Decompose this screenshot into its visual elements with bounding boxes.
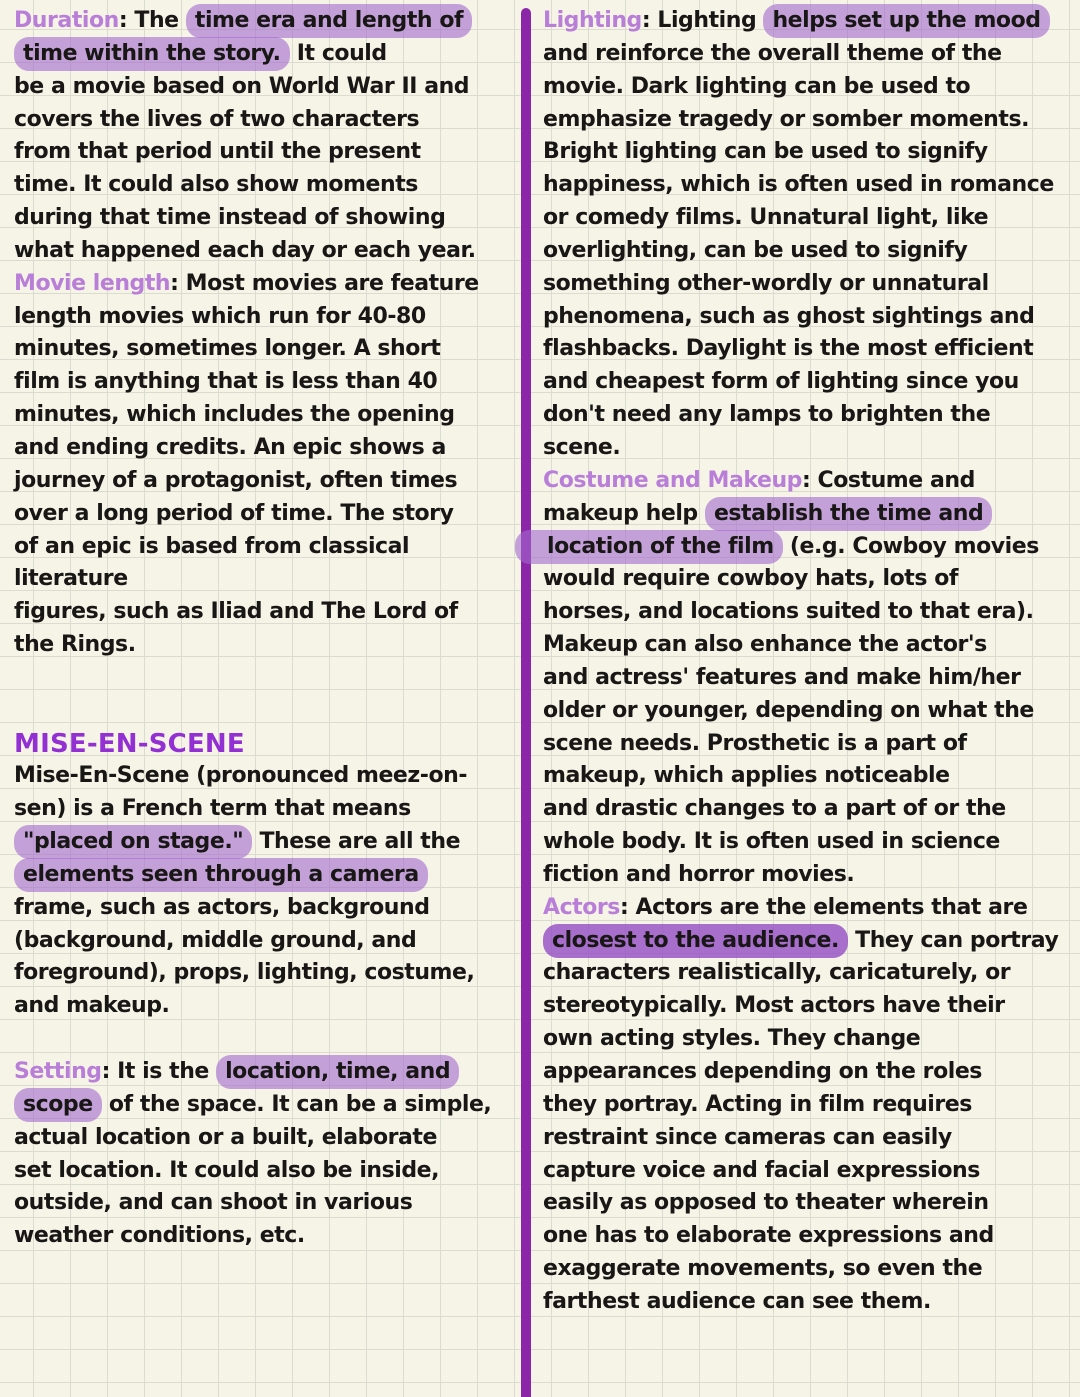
left-column: [14, 5, 519, 1253]
body-text: happiness, which is often used in romance: [543, 172, 1054, 198]
body-text: sen) is a French term that means: [14, 796, 411, 822]
text-line: [543, 1023, 1075, 1056]
body-text: don't need any lamps to brighten the: [543, 402, 991, 428]
body-text: flashbacks. Daylight is the most efficient: [543, 336, 1034, 362]
body-text: weather conditions, etc.: [14, 1223, 305, 1249]
text-line: [543, 662, 1075, 695]
body-text: one has to elaborate expressions and: [543, 1223, 994, 1249]
body-text: or comedy films. Unnatural light, like: [543, 205, 989, 231]
text-line: [543, 859, 1075, 892]
body-text: length movies which run for 40-80: [14, 303, 426, 329]
blank-line: [14, 1023, 519, 1056]
section-heading: Actors: [543, 894, 620, 920]
text-line: [14, 301, 519, 334]
body-text: exaggerate movements, so even the: [543, 1256, 983, 1282]
section-heading: Setting: [14, 1059, 102, 1084]
text-line: [543, 268, 1075, 301]
text-line: [14, 859, 519, 892]
body-text: : It is the: [101, 1059, 217, 1084]
text-line: [14, 71, 519, 104]
text-line: [14, 465, 519, 498]
right-column: [543, 5, 1075, 1319]
body-text: horses, and locations suited to that era).: [543, 599, 1034, 625]
text-line: [543, 5, 1075, 38]
text-line: [14, 1187, 519, 1220]
highlighted-text: elements seen through a camera: [14, 858, 428, 892]
text-line: [543, 1286, 1075, 1319]
text-line: [14, 38, 519, 71]
body-text: fiction and horror movies.: [543, 861, 855, 887]
text-line: [543, 1122, 1075, 1155]
body-text: farthest audience can see them.: [543, 1288, 931, 1314]
blank-line: [14, 662, 519, 695]
body-text: Bright lighting can be used to signify: [543, 139, 988, 165]
text-line: [14, 169, 519, 202]
text-line: [14, 531, 519, 564]
body-text: would require cowboy hats, lots of: [543, 566, 958, 592]
text-line: [543, 596, 1075, 629]
highlighted-text: location of the film: [515, 530, 783, 564]
body-text: Makeup can also enhance the actor's: [543, 632, 987, 658]
highlighted-text: closest to the audience.: [543, 924, 848, 958]
text-line: [543, 563, 1075, 596]
text-line: [543, 169, 1075, 202]
column-divider: [521, 8, 531, 1397]
body-text: movie. Dark lighting can be used to: [543, 73, 971, 99]
body-text: literature: [14, 566, 128, 592]
body-text: These are all the: [252, 829, 461, 855]
section-heading: Lighting: [543, 8, 642, 33]
text-line: [14, 333, 519, 366]
body-text: over a long period of time. The story: [14, 500, 454, 526]
text-line: [543, 990, 1075, 1023]
highlighted-text: helps set up the mood: [763, 4, 1049, 38]
blank-line: [14, 695, 519, 728]
text-line: [543, 892, 1075, 925]
body-text: and drastic changes to a part of or the: [543, 796, 1006, 822]
body-text: : Actors are the elements that are: [619, 894, 1028, 920]
body-text: covers the lives of two characters: [14, 106, 420, 132]
text-line: [14, 202, 519, 235]
text-line: [14, 1155, 519, 1188]
text-line: [543, 498, 1075, 531]
body-text: older or younger, depending on what the: [543, 697, 1034, 723]
text-line: [543, 399, 1075, 432]
section-heading: Costume and Makeup: [543, 467, 802, 493]
highlighted-text: time era and length of: [186, 4, 472, 38]
text-line: [543, 629, 1075, 662]
body-text: appearances depending on the roles: [543, 1059, 982, 1084]
body-text: : The: [118, 8, 186, 33]
body-text: characters realistically, caricaturely, or: [543, 960, 1011, 986]
body-text: stereotypically. Most actors have their: [543, 993, 1005, 1019]
body-text: what happened each day or each year.: [14, 237, 476, 263]
body-text: whole body. It is often used in science: [543, 829, 1000, 855]
text-line: [14, 892, 519, 925]
text-line: [14, 432, 519, 465]
text-line: [543, 333, 1075, 366]
text-line: [14, 235, 519, 268]
highlighted-text: establish the time and: [705, 497, 992, 531]
text-line: [543, 465, 1075, 498]
text-line: [543, 38, 1075, 71]
highlighted-text: location, time, and: [216, 1055, 459, 1089]
body-text: outside, and can shoot in various: [14, 1190, 413, 1216]
text-line: [543, 432, 1075, 465]
text-line: [543, 104, 1075, 137]
text-line: [14, 1122, 519, 1155]
body-text: Mise-En-Scene (pronounced meez-on-: [14, 763, 467, 789]
text-line: [14, 957, 519, 990]
text-line: [14, 990, 519, 1023]
body-text: be a movie based on World War II and: [14, 73, 470, 99]
body-text: of the space. It can be a simple,: [101, 1091, 492, 1117]
body-text: : Costume and: [801, 467, 975, 493]
text-line: [543, 301, 1075, 334]
body-text: film is anything that is less than 40: [14, 369, 438, 395]
text-line: [543, 760, 1075, 793]
body-text: set location. It could also be inside,: [14, 1157, 440, 1183]
body-text: foreground), props, lighting, costume,: [14, 960, 475, 986]
body-text: something other-wordly or unnatural: [543, 270, 989, 296]
text-line: [14, 596, 519, 629]
highlighted-text: "placed on stage.": [14, 825, 252, 859]
highlighted-text: scope: [14, 1088, 102, 1122]
text-line: [14, 268, 519, 301]
body-text: figures, such as Iliad and The Lord of: [14, 599, 458, 625]
body-text: journey of a protagonist, often times: [14, 467, 458, 493]
text-line: [14, 728, 519, 761]
text-line: [14, 826, 519, 859]
body-text: makeup help: [543, 500, 705, 526]
body-text: : Most movies are feature: [170, 270, 479, 296]
text-line: [543, 531, 1075, 564]
body-text: actual location or a built, elaborate: [14, 1124, 437, 1150]
body-text: scene.: [543, 434, 621, 460]
text-line: [543, 1056, 1075, 1089]
text-line: [543, 793, 1075, 826]
text-line: [543, 1220, 1075, 1253]
body-text: emphasize tragedy or somber moments.: [543, 106, 1029, 132]
text-line: [543, 1253, 1075, 1286]
text-line: [14, 498, 519, 531]
text-line: [14, 563, 519, 596]
highlighted-text: time within the story.: [14, 37, 290, 71]
body-text: the Rings.: [14, 632, 136, 658]
body-text: overlighting, can be used to signify: [543, 237, 968, 263]
text-line: [543, 925, 1075, 958]
body-text: and makeup.: [14, 993, 170, 1019]
text-line: [14, 1089, 519, 1122]
text-line: [543, 136, 1075, 169]
body-text: they portray. Acting in film requires: [543, 1091, 972, 1117]
section-heading: Movie length: [14, 270, 171, 296]
body-text: and cheapest form of lighting since you: [543, 369, 1019, 395]
text-line: [543, 1155, 1075, 1188]
text-line: [543, 826, 1075, 859]
text-line: [14, 925, 519, 958]
body-text: of an epic is based from classical: [14, 533, 410, 559]
section-title: MISE-EN-SCENE: [14, 728, 245, 759]
text-line: [14, 5, 519, 38]
body-text: scene needs. Prosthetic is a part of: [543, 730, 967, 756]
text-line: [14, 1220, 519, 1253]
body-text: frame, such as actors, background: [14, 894, 430, 920]
body-text: capture voice and facial expressions: [543, 1157, 980, 1183]
body-text: restraint since cameras can easily: [543, 1124, 952, 1150]
text-line: [543, 366, 1075, 399]
body-text: It could: [289, 40, 387, 66]
body-text: minutes, sometimes longer. A short: [14, 336, 441, 362]
body-text: and ending credits. An epic shows a: [14, 434, 446, 460]
body-text: and actress' features and make him/her: [543, 664, 1021, 690]
text-line: [14, 1056, 519, 1089]
text-line: [543, 202, 1075, 235]
text-line: [543, 695, 1075, 728]
body-text: They can portray: [847, 927, 1059, 953]
body-text: : Lighting: [641, 8, 764, 33]
text-line: [14, 136, 519, 169]
body-text: own acting styles. They change: [543, 1026, 921, 1052]
body-text: phenomena, such as ghost sightings and: [543, 303, 1035, 329]
text-line: [14, 399, 519, 432]
text-line: [543, 728, 1075, 761]
body-text: makeup, which applies noticeable: [543, 763, 950, 789]
body-text: time. It could also show moments: [14, 172, 418, 198]
body-text: (e.g. Cowboy movies: [782, 533, 1039, 559]
text-line: [543, 957, 1075, 990]
text-line: [14, 366, 519, 399]
body-text: and reinforce the overall theme of the: [543, 40, 1002, 66]
text-line: [14, 793, 519, 826]
text-line: [14, 104, 519, 137]
text-line: [543, 1187, 1075, 1220]
body-text: minutes, which includes the opening: [14, 402, 455, 428]
text-line: [543, 1089, 1075, 1122]
section-heading: Duration: [14, 8, 119, 33]
text-line: [14, 629, 519, 662]
text-line: [543, 235, 1075, 268]
body-text: easily as opposed to theater wherein: [543, 1190, 989, 1216]
body-text: during that time instead of showing: [14, 205, 446, 231]
text-line: [543, 71, 1075, 104]
body-text: (background, middle ground, and: [14, 927, 417, 953]
text-line: [14, 760, 519, 793]
body-text: from that period until the present: [14, 139, 421, 165]
